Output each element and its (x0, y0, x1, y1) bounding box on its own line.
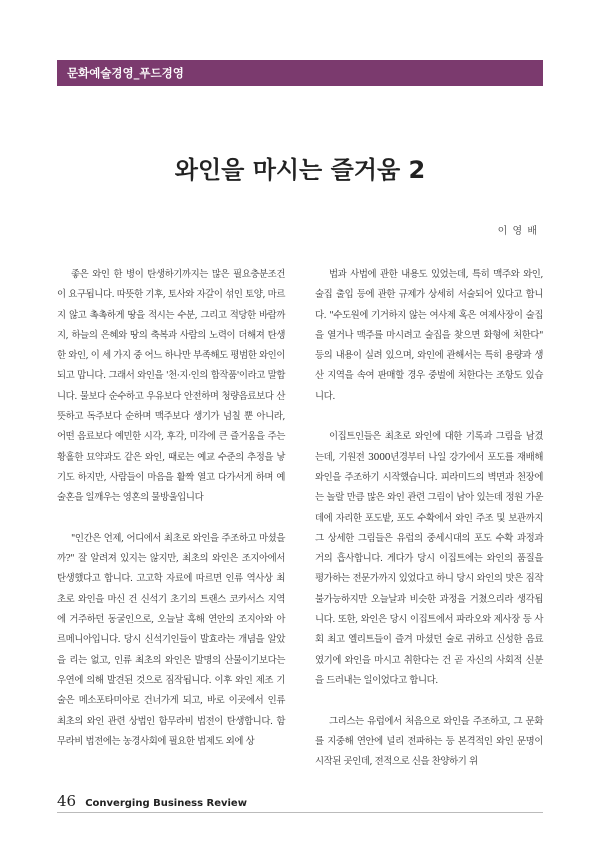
right-column (315, 265, 543, 772)
section-label: 문화예술경영_푸드경영 (67, 66, 184, 80)
article-title: 와인을 마시는 즐거움 2 (174, 156, 426, 184)
publication-name: Converging Business Review (85, 798, 247, 809)
article-author: 이 영 배 (497, 226, 538, 237)
left-column (57, 265, 285, 752)
footer-divider (57, 812, 543, 813)
paragraph: 좋은 와인 한 병이 탄생하기까지는 많은 필요충분조건이 요구됩니다. 따뜻한 기후, 토사와 자갈이 섞인 토양, 마르지 않고 촉촉하게 땅을 적시는 수분, 그리고 적당한 바람까지, 하늘의 은혜와 땅의 축복과 사람의 노력이 더해져 탄생한 와인, 이 세 가지 중 어느 하나만 부족해도 평범한 와인이 되고 맙니다. 그래서 와인을 '천·지·인의 합작품'이라고 말합니다. 물보다 순수하고 우유보다 안전하며 청량음료보다 산뜻하고 독주보다 순하며 맥주보다 생기가 넘칠 뿐 아니라, 어떤 음료보다 예민한 시각, 후각, 미각에 큰 즐거움을 주는 황홀한 묘약과도 같은 와인, 때로는 예교 수준의 추정을 낳기도 하지만, 사람들이 마음을 활짝 열고 다가서게 하며 예술혼을 일깨우는 영혼의 물방울입니다 (57, 269, 285, 504)
paragraph: 그리스는 유럽에서 처음으로 와인을 주조하고, 그 문화를 지중해 연안에 널리 전파하는 등 본격적인 와인 문명이 시작된 곳인데, 전적으로 신을 찬양하기 위 (315, 715, 543, 768)
page-number: 46 (57, 792, 77, 810)
paragraph: 이집트인들은 최초로 와인에 대한 기록과 그림을 남겼는데, 기원전 3000년경부터 나일 강가에서 포도를 재배해 와인을 주조하기 시작했습니다. 피라미드의 벽면과 천장에는 놀랄 만큼 많은 와인 관련 그림이 남아 있는데 정원 가운데에 자리한 포도밭, 포도 수확에서 와인 주조 및 보관까지 그 상세한 그림들은 유럽의 중세시대의 포도 수확 과정과 거의 흡사합니다. 게다가 당시 이집트에는 와인의 품질을 평가하는 전문가까지 있었다고 하니 당시 와인의 맛은 짐작 불가능하지만 오늘날과 비슷한 과정을 거쳤으리라 생각됩니다. 또한, 와인은 당시 이집트에서 파라오와 제사장 등 사회 최고 엘리트들이 즐겨 마셨던 술로 귀하고 신성한 음료였기에 와인을 마시고 취한다는 건 곧 자신의 사회적 신분을 드러내는 일이었다고 합니다. (315, 431, 543, 686)
paragraph: 법과 사법에 관한 내용도 있었는데, 특히 맥주와 와인, 술집 출입 등에 관한 규제가 상세히 서술되어 있다고 합니다. "수도원에 기거하지 않는 여사제 혹은 여제사장이 술집을 열거나 맥주를 마시려고 술집을 찾으면 화형에 처한다" 등의 내용이 실려 있으며, 와인에 관해서는 특히 용량과 생산 지역을 속여 판매할 경우 중벌에 처한다는 조항도 있습니다. (315, 269, 543, 402)
section-header-bar (57, 60, 543, 86)
paragraph: "인간은 언제, 어디에서 최초로 와인을 주조하고 마셨을까?" 잘 알려져 있지는 않지만, 최초의 와인은 조지아에서 탄생했다고 합니다. 고고학 자료에 따르면 인류 역사상 최초로 와인을 마신 건 신석기 초기의 트랜스 코카서스 지역에 거주하던 동굴인으로, 오늘날 흑해 연안의 조지아와 아르메니아입니다. 당시 신석기인들이 발효라는 개념을 알았을 리는 없고, 인류 최초의 와인은 발명의 산물이기보다는 우연에 의해 발견된 것으로 짐작됩니다. 이후 와인 제조 기술은 메소포타미아로 건너가게 되고, 바로 이곳에서 인류 최초의 와인 관련 상법인 함무라비 법전이 탄생합니다. 함무라비 법전에는 농경사회에 필요한 법제도 외에 상 (57, 532, 285, 747)
page-footer (57, 791, 247, 810)
